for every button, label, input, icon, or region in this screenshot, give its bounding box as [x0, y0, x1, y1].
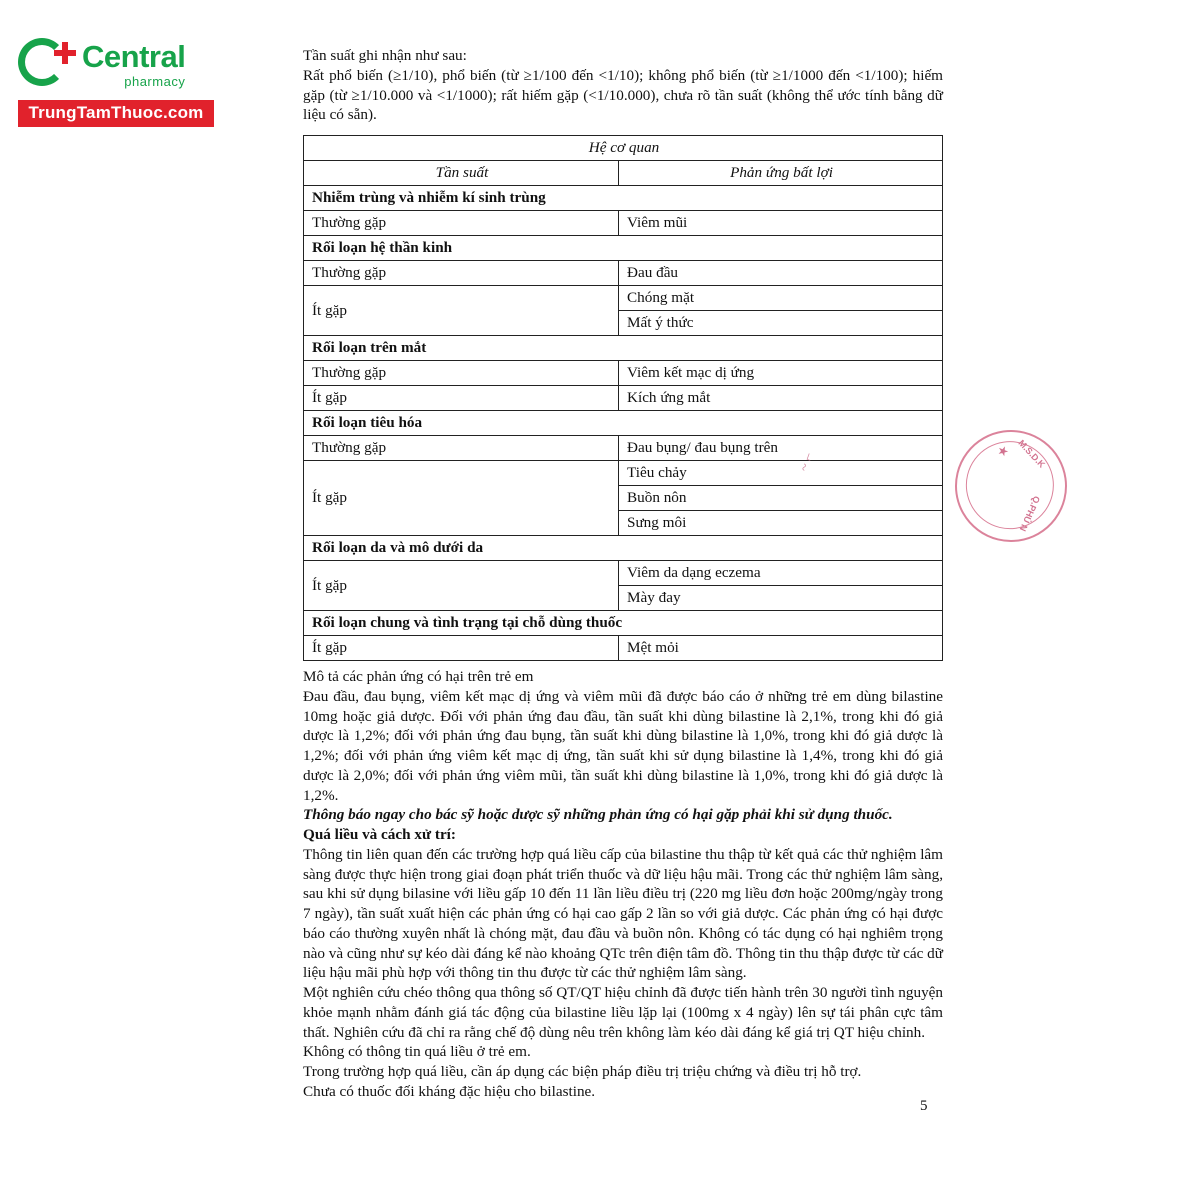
- overdose-section: [303, 825, 943, 1102]
- table-row: [304, 336, 943, 361]
- overdose-paragraph-3: Không có thông tin quá liều ở trẻ em.: [303, 1043, 531, 1061]
- group-label: Rối loạn tiêu hóa: [304, 411, 943, 436]
- table-row: [304, 411, 943, 436]
- official-stamp: [948, 423, 1074, 549]
- brand-logo-block: [18, 36, 228, 127]
- brand-text: [82, 38, 186, 89]
- stamp-line-1: M.S.D.K: [1016, 437, 1047, 470]
- table-header-row: [304, 161, 943, 186]
- children-section-body: Đau đầu, đau bụng, viêm kết mạc dị ứng và viêm mũi đã được báo cáo ở những trẻ em dùng bilastine 10mg hoặc giả dược. Đối với phản ứng đau đầu, tần suất khi dùng bilastine là 2,1%, trong khi đó giả dược là 1,2%; đối với phản ứng đau bụng, tần suất khi dùng bilastine là 1,0%, trong khi đó giả dược là 1,2%; đối với phản ứng viêm kết mạc dị ứng, tần suất khi sử dụng bilastine là 1,4%, trong khi đó giả dược là 2,0%; đối với phản ứng viêm mũi, tần suất khi dùng bilastine là 1,0%, trong khi đó giả dược là 1,2%.: [303, 687, 943, 804]
- stamp-line-2: Q.PHỦ N: [1017, 494, 1042, 533]
- column-header-frequency: Tần suất: [304, 161, 619, 186]
- frequency-cell: Thường gặp: [304, 211, 619, 236]
- group-label: Rối loạn hệ thần kinh: [304, 236, 943, 261]
- table-row: [304, 561, 943, 586]
- page-number: 5: [920, 1098, 928, 1114]
- reaction-cell: Đau đầu: [619, 261, 943, 286]
- central-pharmacy-logo-icon: [18, 36, 74, 92]
- brand-name: Central: [82, 38, 186, 74]
- stamp-text: [950, 425, 1072, 547]
- table-row: [304, 261, 943, 286]
- brand-website-banner: TrungTamThuoc.com: [18, 100, 214, 127]
- overdose-paragraph-2: Một nghiên cứu chéo thông qua thông số QT/QT hiệu chỉnh đã được tiến hành trên 30 người tình nguyện khỏe mạnh nhằm đánh giá tác động của bilastine liều lặp lại (100mg x 4 ngày) lên sự tái phân cực tâm thất. Nghiên cứu đã chỉ ra rằng chế độ dùng nêu trên không làm kéo dài đáng kể giá trị QT hiệu chỉnh.: [303, 984, 943, 1041]
- overdose-paragraph-1: Thông tin liên quan đến các trường hợp quá liều cấp của bilastine thu thập từ kết quả các thử nghiệm lâm sàng được thực hiện trong giai đoạn phát triển thuốc và dữ liệu hậu mãi. Trong các thử nghiệm lâm sàng, sau khi sử dụng bilasine với liều gấp 10 đến 11 lần liều điều trị (220 mg liều đơn hoặc 200mg/ngày trong 7 ngày), tần suất xuất hiện các phản ứng có hại cao gấp 2 lần so với giả dược. Các phản ứng có hại được báo cáo thường xuyên nhất là chóng mặt, đau đầu và buồn nôn. Không có tác dụng có hại nghiêm trọng nào và cũng như sự kéo dài đáng kể nào khoảng QTc trên điện tâm đồ. Thông tin thu thập được từ các dữ liệu hậu mãi phù hợp với thông tin thu được từ các thử nghiệm lâm sàng.: [303, 845, 943, 982]
- frequency-cell: Thường gặp: [304, 261, 619, 286]
- frequency-cell: Ít gặp: [304, 561, 619, 611]
- frequency-cell: Ít gặp: [304, 461, 619, 536]
- frequency-cell: Ít gặp: [304, 386, 619, 411]
- table-row: [304, 186, 943, 211]
- group-label: Rối loạn da và mô dưới da: [304, 536, 943, 561]
- frequency-cell: Ít gặp: [304, 636, 619, 661]
- reaction-cell: Sưng môi: [619, 511, 943, 536]
- children-section-heading: Mô tả các phản ứng có hại trên trẻ em: [303, 668, 534, 685]
- group-label: Nhiễm trùng và nhiễm kí sinh trùng: [304, 186, 943, 211]
- table-row: [304, 536, 943, 561]
- column-header-reaction: Phản ứng bất lợi: [619, 161, 943, 186]
- document-content: [303, 46, 943, 1102]
- brand-logo-row: [18, 36, 228, 92]
- table-row: [304, 211, 943, 236]
- reaction-cell: Mày đay: [619, 586, 943, 611]
- reaction-cell: Buồn nôn: [619, 486, 943, 511]
- adverse-reaction-notice: Thông báo ngay cho bác sỹ hoặc dược sỹ những phản ứng có hại gặp phải khi sử dụng thuốc.: [303, 806, 893, 824]
- stamp-star-icon: ★: [996, 444, 1010, 460]
- frequency-cell: Ít gặp: [304, 286, 619, 336]
- overdose-paragraph-5: Chưa có thuốc đối kháng đặc hiệu cho bilastine.: [303, 1082, 596, 1100]
- handwritten-mark: ~ ⌐: [796, 450, 818, 474]
- adverse-reaction-table-wrapper: [303, 135, 943, 661]
- overdose-paragraph-4: Trong trường hợp quá liều, cần áp dụng các biện pháp điều trị triệu chứng và điều trị hỗ trợ.: [303, 1063, 862, 1080]
- reaction-cell: Tiêu chảy: [619, 461, 943, 486]
- table-row: [304, 611, 943, 636]
- children-section: [303, 667, 943, 825]
- brand-tagline: pharmacy: [124, 73, 186, 89]
- reaction-cell: Viêm kết mạc dị ứng: [619, 361, 943, 386]
- table-row: [304, 361, 943, 386]
- reaction-cell: Mất ý thức: [619, 311, 943, 336]
- table-row: [304, 236, 943, 261]
- frequency-cell: Thường gặp: [304, 361, 619, 386]
- table-row: [304, 386, 943, 411]
- table-title-row: [304, 136, 943, 161]
- table-title: Hệ cơ quan: [304, 136, 943, 161]
- reaction-cell: Đau bụng/ đau bụng trên: [619, 436, 943, 461]
- reaction-cell: Mệt mỏi: [619, 636, 943, 661]
- intro-line-1: Tần suất ghi nhận như sau:: [303, 47, 467, 64]
- intro-line-2: Rất phổ biến (≥1/10), phổ biến (từ ≥1/100 đến <1/10); không phổ biến (từ ≥1/1000 đến <1/100); hiếm gặp (từ ≥1/10.000 và <1/1000); rất hiếm gặp (<1/10.000), chưa rõ tần suất (không thể ước tính bằng dữ liệu có sẵn).: [303, 66, 943, 124]
- reaction-cell: Viêm da dạng eczema: [619, 561, 943, 586]
- group-label: Rối loạn chung và tình trạng tại chỗ dùng thuốc: [304, 611, 943, 636]
- frequency-cell: Thường gặp: [304, 436, 619, 461]
- reaction-cell: Kích ứng mắt: [619, 386, 943, 411]
- reaction-cell: Viêm mũi: [619, 211, 943, 236]
- reaction-cell: Chóng mặt: [619, 286, 943, 311]
- table-row: [304, 286, 943, 311]
- group-label: Rối loạn trên mắt: [304, 336, 943, 361]
- adverse-reaction-table-body: [304, 136, 943, 661]
- table-row: [304, 636, 943, 661]
- overdose-title: Quá liều và cách xử trí:: [303, 826, 456, 843]
- adverse-reaction-table: [303, 135, 943, 661]
